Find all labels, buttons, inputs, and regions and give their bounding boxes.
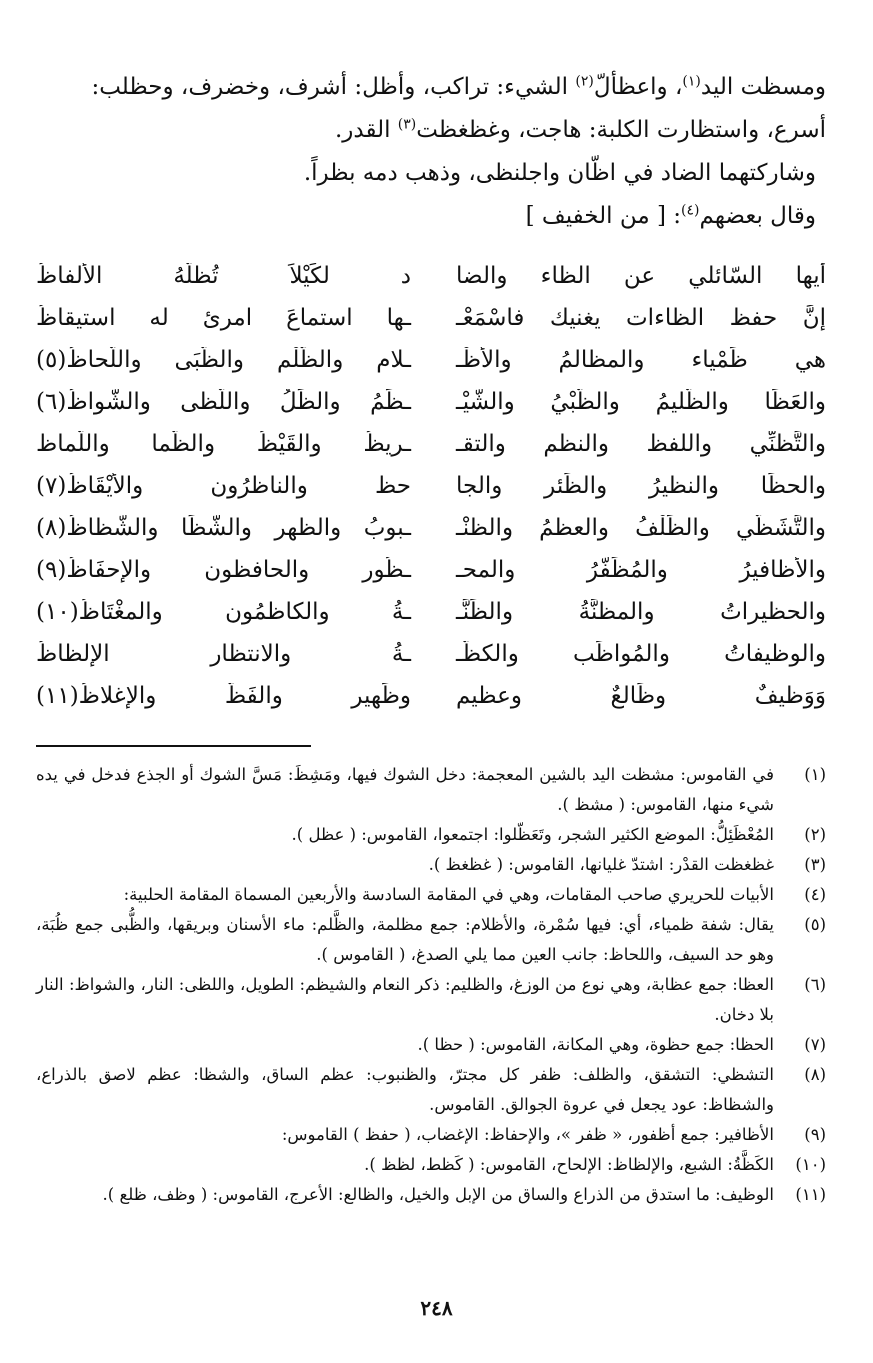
footnote-number: (٨) [804, 1065, 826, 1084]
footnote-number: (٩) [804, 1125, 826, 1144]
verse [36, 423, 826, 465]
second-hemistich: ـريظُ والقَيْظُ والظّما واللّماظ [36, 431, 411, 457]
text-run: ومسظت اليد [700, 74, 826, 100]
first-hemistich: وَوَظيفٌ وظَالعٌ وعظيم [456, 683, 826, 709]
footnote [36, 1030, 826, 1060]
prose-block [36, 66, 826, 238]
verse [36, 591, 826, 633]
verse [36, 465, 826, 507]
footnote [36, 820, 826, 850]
second-hemistich: ـةُ والانتظار الإلظاظُ [36, 641, 411, 667]
footnote-text: الأبيات للحريري صاحب المقامات، وهي في المقامة السادسة والأربعين المسماة المقامة الحلبية: [123, 885, 774, 904]
text-run: وقال بعضهم [699, 203, 816, 229]
footnote [36, 1180, 826, 1210]
text-run: وشاركتهما الضاد في اظّان واجلنظى، وذهب دمه بظراً. [303, 160, 816, 186]
footnote [36, 970, 826, 1030]
footnote-number: (٣) [804, 855, 826, 874]
footnote [36, 910, 826, 970]
text-run: : [ من الخفيف ] [525, 203, 682, 229]
text-run: ، واعظألّ [593, 74, 683, 100]
verse [36, 381, 826, 423]
text-run: الشيء: تراكب، وأظل: أشرف، وخضرف، وحظلب: [91, 74, 576, 100]
footnote-number: (٧) [804, 1035, 826, 1054]
footnote-marker: (٢) [575, 73, 594, 90]
second-hemistich: حظ والناظرُون والأيْقَاظُ(٧) [36, 473, 411, 499]
second-hemistich: ـها استماعَ امرئ له استيقاظُ [36, 305, 411, 331]
footnote-number: (٤) [804, 885, 826, 904]
first-hemistich: إنَّ حفظ الظاءات يغنيك فاسْمَعْـ [456, 305, 826, 331]
text-run: أسرع، واستظارت الكلبة: هاجت، وغظغظت [416, 117, 826, 143]
poem [36, 255, 826, 717]
footnote-text: التشظي: التشقق، والظلف: ظفر كل مجترّ، والظنبوب: عظم الساق، والشظا: عظم لاصق بالذراع، والشظاظ: عود يجعل في عروة الجوالق. القاموس. [36, 1065, 774, 1114]
footnote-marker: (٤) [681, 202, 700, 219]
footnote-number: (١١) [795, 1185, 826, 1204]
first-hemistich: هي ظَمْياء والمظالمُ والأظْـ [456, 347, 826, 373]
prose-line [36, 195, 826, 238]
footnotes [36, 760, 826, 1210]
footnote-marker: (٣) [397, 116, 417, 133]
second-hemistich: وظَهير والفَظُّ والإغلاظُ(١١) [36, 683, 411, 709]
footnote [36, 1120, 826, 1150]
footnote-number: (١٠) [795, 1155, 826, 1174]
footnote-text: الوظيف: ما استدق من الذراع والساق من الإبل والخيل، والظالع: الأعرج، القاموس: ( وظف، ظلع ). [102, 1185, 774, 1204]
footnote-text: الكَظَّةُ: الشبع، والإلظاظ: الإلحاح، القاموس: ( كَظط، لظظ ). [364, 1155, 774, 1174]
footnote-text: العظا: جمع عظابة، وهي نوع من الوزغ، والظليم: ذكر النعام والشيظم: الطويل، واللظى: النار، والشواظ: النار بلا دخان. [36, 975, 774, 1024]
verse [36, 339, 826, 381]
footnote [36, 1150, 826, 1180]
second-hemistich: ـبوبُ والظهر والشّظَا والشّظاظُ(٨) [36, 515, 411, 541]
first-hemistich: والأظافيرُ والمُظَفَّرُ والمحـ [456, 557, 826, 583]
footnote-marker: (١) [682, 73, 701, 90]
second-hemistich: ـلام والظَّلْم والظُّبَى واللّحاظُ(٥) [36, 347, 411, 373]
prose-line [36, 66, 826, 109]
first-hemistich: والحظَا والنظيرُ والظِّئر والجا [456, 473, 826, 499]
footnote-number: (٢) [804, 825, 826, 844]
footnote [36, 850, 826, 880]
footnote [36, 880, 826, 910]
footnote-text: الأظافير: جمع أظفور، « ظفر »، والإحفاظ: الإغضاب، ( حفظ ) القاموس: [281, 1125, 774, 1144]
first-hemistich: والتَّظنِّي واللفظ والنظم والتقـ [456, 431, 826, 457]
footnote-number: (١) [804, 765, 826, 784]
footnote [36, 760, 826, 820]
verse [36, 549, 826, 591]
second-hemistich: د لكَيْلاَ تُظلّهُ الألفاظُ [36, 263, 411, 289]
second-hemistich: ـةُ والكاظمُون والمغْتَاظُ(١٠) [36, 599, 411, 625]
page-number: ٢٤٨ [420, 1296, 453, 1320]
footnote-text: غظغظت القدْر: اشتدّ غليانها، القاموس: ( غظغظ ). [428, 855, 774, 874]
second-hemistich: ـظَمُ والظِّلُ واللّظى والشّواظُ(٦) [36, 389, 411, 415]
verse [36, 255, 826, 297]
verse [36, 675, 826, 717]
second-hemistich: ـظُور والحافظون والإحفَاظُ(٩) [36, 557, 411, 583]
footnote [36, 1060, 826, 1120]
footnote-number: (٦) [804, 975, 826, 994]
first-hemistich: والحظيراتُ والمظنَّةُ والظِّنَّـ [456, 599, 826, 625]
prose-line [36, 152, 826, 195]
verse [36, 633, 826, 675]
first-hemistich: والتَّشَظّي والظِّلْفُ والعظمُ والظنْـ [456, 515, 826, 541]
text-run: القدر. [334, 117, 398, 143]
verse [36, 507, 826, 549]
footnote-divider [36, 745, 311, 747]
first-hemistich: والعَظَا والظَّليمُ والظَّبْيُ والشَّيْـ [456, 389, 826, 415]
footnote-text: المُعْظَئِلُّ: الموضع الكثير الشجر، وتَعَظّلوا: اجتمعوا، القاموس: ( عظل ). [291, 825, 774, 844]
prose-line [36, 109, 826, 152]
footnote-text: الحظا: جمع حظوة، وهي المكانة، القاموس: ( حظا ). [417, 1035, 774, 1054]
first-hemistich: والوظيفاتُ والمُواظَب والكظَّـ [456, 641, 826, 667]
first-hemistich: أيها السّائلي عن الظاء والضا [456, 263, 826, 289]
verse [36, 297, 826, 339]
footnote-number: (٥) [804, 915, 826, 934]
main-text [36, 66, 826, 717]
footnote-text: يقال: شفة ظمياء، أي: فيها سُمْرة، والأظلام: جمع مظلمة، والظَّلم: ماء الأسنان وبريقها، والظُّبى جمع ظُبَة، وهو حد السيف، واللحاظ: جانب العين مما يلي الصدغ، ( القاموس ). [36, 915, 774, 964]
footnote-text: في القاموس: مشظت اليد بالشين المعجمة: دخل الشوك فيها، ومَشِظَ: مَسَّ الشوك أو الجذع فدخل في يده شيء منها، القاموس: ( مشظ ). [36, 765, 774, 814]
